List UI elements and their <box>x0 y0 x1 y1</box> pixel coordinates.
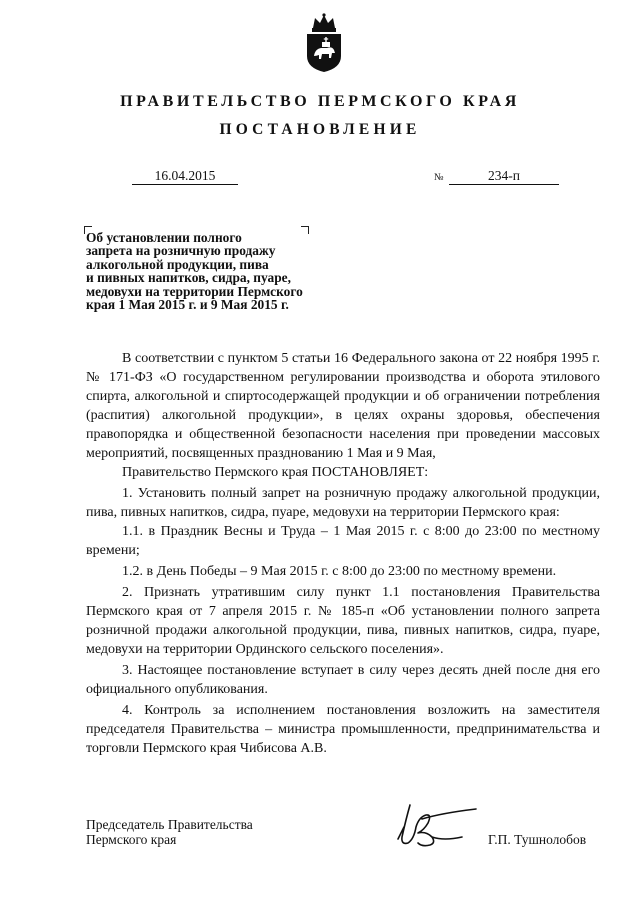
number-prefix: № <box>434 172 444 183</box>
body-paragraph: 1. Установить полный запрет на розничную продажу алкогольной продукции, пива, пивных напитков, сидра, пуаре, медовухи на территории Пермского края: <box>86 486 600 520</box>
document-number: 234-п <box>449 168 559 185</box>
document-subject <box>86 231 346 311</box>
subject-line: и пивных напитков, сидра, пуаре, <box>86 270 291 286</box>
body-paragraph: 1.2. в День Победы – 9 Мая 2015 г. с 8:00 до 23:00 по местному времени. <box>122 564 557 579</box>
signatory-position-line: Председатель Правительства <box>86 817 253 832</box>
signatory-position-line: Пермского края <box>86 831 177 847</box>
document-body <box>86 349 600 760</box>
coat-of-arms-icon <box>303 12 345 74</box>
subject-line: медовухи на территории Пермского <box>86 283 303 299</box>
body-paragraph: 3. Настоящее постановление вступает в силу через десять дней после дня его официального опубликования. <box>86 663 600 697</box>
document-date: 16.04.2015 <box>132 168 238 185</box>
body-paragraph: В соответствии с пунктом 5 статьи 16 Федерального закона от 22 ноября 1995 г. № 171-ФЗ «О государственном регулировании производства и оборота этилового спирта, алкогольной и спиртосодержащей продукции и об ограничении потребления (распития) алкогольной продукции», в целях охраны здоровья, обеспечения правопорядка и общественной безопасности населения при проведении массовых мероприятий, посвященных празднованию 1 Мая и 9 Мая, <box>86 351 600 461</box>
subject-line: запрета на розничную продажу <box>86 243 276 259</box>
subject-line: алкогольной продукции, пива <box>86 256 269 272</box>
signatory-name: Г.П. Тушнолобов <box>488 832 587 847</box>
signatory-position <box>86 818 253 847</box>
subject-line: края 1 Мая 2015 г. и 9 Мая 2015 г. <box>86 297 289 313</box>
body-paragraph: Правительство Пермского края ПОСТАНОВЛЯЕТ: <box>122 465 429 480</box>
handwritten-signature <box>392 797 482 853</box>
document-kind: ПОСТАНОВЛЕНИЕ <box>219 121 421 138</box>
subject-line: Об установлении полного <box>86 230 242 245</box>
body-paragraph: 1.1. в Праздник Весны и Труда – 1 Мая 2015 г. с 8:00 до 23:00 по местному времени; <box>86 524 600 558</box>
body-paragraph: 2. Признать утратившим силу пункт 1.1 постановления Правительства Пермского края от 7 апреля 2015 г. № 185-п «Об установлении полного запрета розничной продажи алкогольной продукции, пива, пивных напитков, сидра, пуаре, медовухи на территории Ординского сельского поселения». <box>86 585 600 657</box>
body-paragraph: 4. Контроль за исполнением постановления возложить на заместителя председателя Правительства – министра промышленности, предпринимательства и торговли Пермского края Чибисова А.В. <box>86 703 600 756</box>
government-title: ПРАВИТЕЛЬСТВО ПЕРМСКОГО КРАЯ <box>120 93 520 110</box>
